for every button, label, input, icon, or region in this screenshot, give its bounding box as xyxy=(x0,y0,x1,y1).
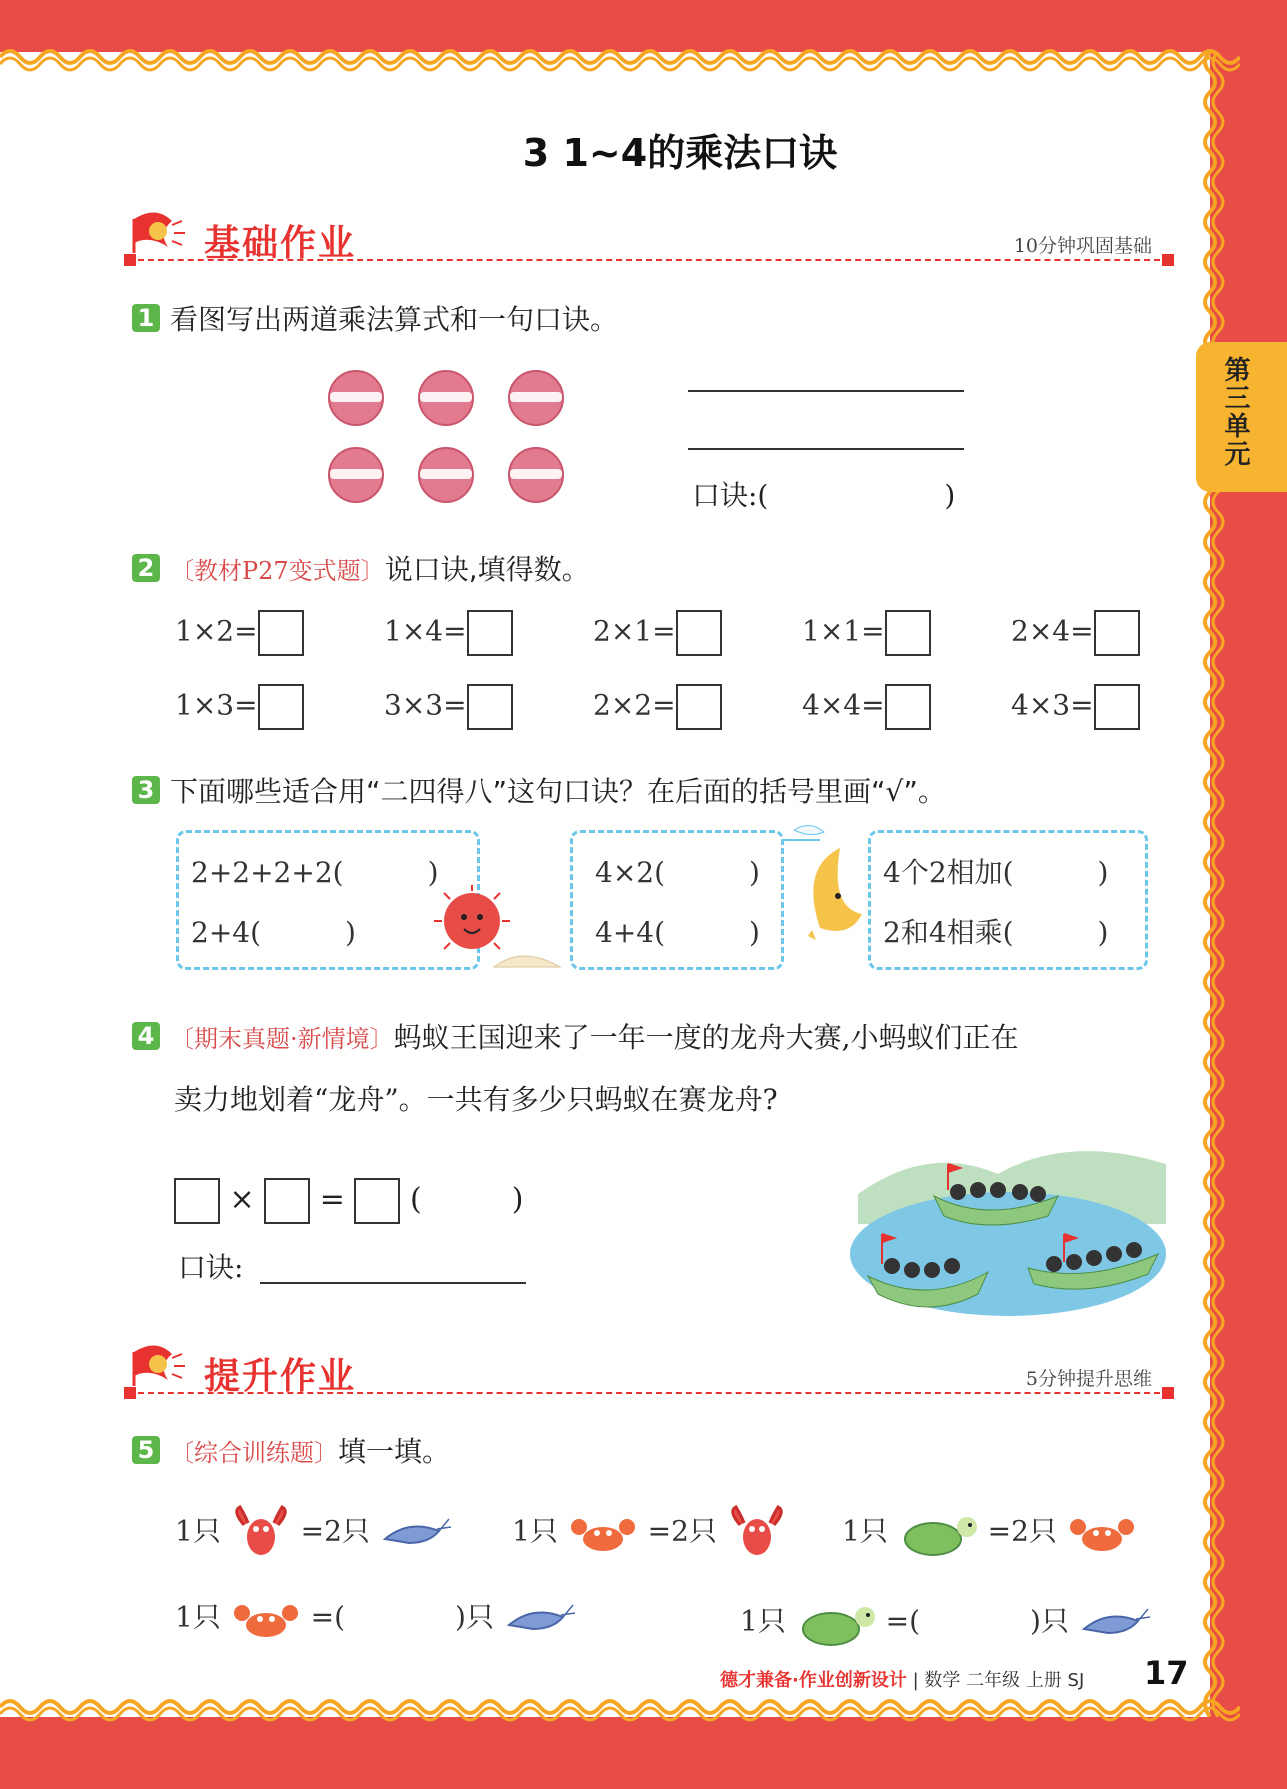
turtle-icon xyxy=(897,1505,979,1561)
lychee-fruits-illustration xyxy=(320,360,570,510)
q1-prompt xyxy=(132,298,618,338)
section-divider xyxy=(128,259,1170,261)
q5-eq-open: =( xyxy=(885,1604,921,1638)
flag-lamp-icon xyxy=(128,1342,188,1392)
q3-prompt xyxy=(132,770,946,810)
dragon-boat-ants-illustration xyxy=(848,1124,1170,1320)
q3-option[interactable]: 4+4( ) xyxy=(595,916,760,949)
answer-box[interactable] xyxy=(467,610,513,656)
bottom-wave-border xyxy=(0,1697,1240,1727)
answer-box[interactable] xyxy=(264,1178,310,1224)
q5-one-label: 1只 xyxy=(842,1514,888,1548)
answer-box[interactable] xyxy=(258,610,304,656)
answer-box[interactable] xyxy=(885,684,931,730)
q2-eq-2-5 xyxy=(1011,684,1140,730)
q5-one-label: 1只 xyxy=(740,1604,786,1638)
unit-tab-label: 第三单元 xyxy=(1220,356,1250,468)
turtle-icon xyxy=(795,1595,877,1651)
lobster-icon xyxy=(230,1505,292,1561)
answer-box[interactable] xyxy=(676,684,722,730)
q2-eq-1-3 xyxy=(593,610,722,656)
q1-text: 看图写出两道乘法算式和一句口诀。 xyxy=(170,303,619,336)
answer-line-2[interactable] xyxy=(688,448,964,450)
equation-text: 2×1= xyxy=(593,614,676,648)
q4-number: 4 xyxy=(132,1022,160,1050)
footer-info: 数学 二年级 上册 SJ xyxy=(924,1670,1085,1691)
q3-card-3 xyxy=(868,830,1148,970)
footer xyxy=(720,1666,1084,1692)
q4-tag: 〔期末真题·新情境〕 xyxy=(170,1025,394,1053)
answer-box[interactable] xyxy=(258,684,304,730)
q5-eq-label: =2只 xyxy=(647,1514,717,1548)
equation-text: 1×2= xyxy=(175,614,258,648)
answer-box[interactable] xyxy=(354,1178,400,1224)
q2-eq-2-1 xyxy=(175,684,304,730)
answer-box[interactable] xyxy=(174,1178,220,1224)
q5-eq-open: =( xyxy=(310,1600,346,1634)
q3-option[interactable]: 2+2+2+2( ) xyxy=(191,856,439,889)
basic-section-title: 基础作业 xyxy=(204,223,357,264)
q1-number: 1 xyxy=(132,304,160,332)
answer-box[interactable] xyxy=(885,610,931,656)
crab-icon xyxy=(567,1509,639,1557)
q4-prompt xyxy=(132,1016,1019,1056)
q5-row1-item3 xyxy=(842,1505,1138,1561)
top-wave-border xyxy=(0,42,1240,72)
q3-text: 下面哪些适合用“二四得八”这句口诀？在后面的括号里画“√”。 xyxy=(170,775,946,808)
q2-eq-1-5 xyxy=(1011,610,1140,656)
q3-option[interactable]: 4个2相加( ) xyxy=(883,856,1109,889)
lobster-icon xyxy=(726,1505,788,1561)
q2-number: 2 xyxy=(132,554,160,582)
q2-tag: 〔教材P27变式题〕 xyxy=(170,557,385,585)
q4-rhyme-label: 口诀: xyxy=(178,1251,244,1284)
q2-text: 说口诀,填得数。 xyxy=(384,553,590,586)
equation-text: 2×4= xyxy=(1011,614,1094,648)
q2-eq-1-2 xyxy=(384,610,513,656)
q5-close-label: )只 xyxy=(1030,1604,1069,1638)
footer-separator: | xyxy=(912,1670,925,1691)
moon-icon xyxy=(780,818,870,958)
q5-close-label: )只 xyxy=(455,1600,494,1634)
improve-section-title: 提升作业 xyxy=(204,1356,357,1397)
q5-text: 填一填。 xyxy=(338,1435,451,1468)
q4-text-line2: 卖力地划着“龙舟”。一共有多少只蚂蚁在赛龙舟? xyxy=(174,1083,778,1116)
shrimp-icon xyxy=(503,1599,575,1639)
equation-text: 1×1= xyxy=(802,614,885,648)
q1-rhyme xyxy=(692,474,955,514)
q4-rhyme xyxy=(178,1246,243,1286)
equation-text: 2×2= xyxy=(593,688,676,722)
sun-icon xyxy=(432,885,572,973)
basic-section-header xyxy=(128,205,1170,265)
q3-option[interactable]: 2+4( ) xyxy=(191,916,356,949)
flag-lamp-icon xyxy=(128,209,188,259)
section-line-dot-right xyxy=(1162,1387,1174,1399)
shrimp-icon xyxy=(1078,1603,1150,1643)
equation-text: 4×3= xyxy=(1011,688,1094,722)
footer-brand: 德才兼备·作业创新设计 xyxy=(720,1670,907,1691)
q5-prompt xyxy=(132,1430,450,1470)
answer-box[interactable] xyxy=(467,684,513,730)
q5-eq-label: =2只 xyxy=(300,1514,370,1548)
equation-text: 1×4= xyxy=(384,614,467,648)
unit-tab[interactable] xyxy=(1196,342,1287,492)
q3-card-2 xyxy=(570,830,784,970)
page-title: 3 1~4的乘法口诀 xyxy=(522,131,838,175)
q2-eq-1-4 xyxy=(802,610,931,656)
q3-option[interactable]: 2和4相乘( ) xyxy=(883,916,1109,949)
shrimp-icon xyxy=(379,1513,451,1553)
unit-paren[interactable]: ( ) xyxy=(410,1182,524,1217)
q4-rhyme-line[interactable] xyxy=(260,1282,526,1284)
q3-number: 3 xyxy=(132,776,160,804)
q3-option[interactable]: 4×2( ) xyxy=(595,856,760,889)
crab-icon xyxy=(230,1595,302,1643)
lychee-icon xyxy=(329,371,563,502)
q5-number: 5 xyxy=(132,1436,160,1464)
section-line-dot-right xyxy=(1162,254,1174,266)
basic-section-note: 10分钟巩固基础 xyxy=(1013,235,1152,257)
q5-row2-item1 xyxy=(175,1595,575,1643)
q2-prompt xyxy=(132,548,590,588)
section-divider xyxy=(128,1392,1170,1394)
q5-row1-item2 xyxy=(512,1505,788,1561)
equation-text: 1×3= xyxy=(175,688,258,722)
q4-equation xyxy=(174,1174,523,1224)
equation-text: 3×3= xyxy=(384,688,467,722)
q2-eq-1-1 xyxy=(175,610,304,656)
equals-sign: = xyxy=(319,1182,345,1217)
right-wave-border xyxy=(1196,52,1236,1717)
improve-section-header xyxy=(128,1338,1170,1398)
answer-box[interactable] xyxy=(1094,610,1140,656)
q5-row2-item2 xyxy=(740,1595,1150,1651)
q2-eq-2-3 xyxy=(593,684,722,730)
answer-box[interactable] xyxy=(1094,684,1140,730)
equation-text: 4×4= xyxy=(802,688,885,722)
improve-section-note: 5分钟提升思维 xyxy=(1025,1368,1152,1390)
times-sign: × xyxy=(229,1182,255,1217)
q5-one-label: 1只 xyxy=(175,1600,221,1634)
q5-one-label: 1只 xyxy=(175,1514,221,1548)
q4-text-line1: 蚂蚁王国迎来了一年一度的龙舟大赛,小蚂蚁们正在 xyxy=(393,1021,1019,1054)
q5-one-label: 1只 xyxy=(512,1514,558,1548)
q2-eq-2-2 xyxy=(384,684,513,730)
q1-rhyme-close: ) xyxy=(944,479,956,512)
answer-line-1[interactable] xyxy=(688,390,964,392)
q2-eq-2-4 xyxy=(802,684,931,730)
crab-icon xyxy=(1066,1509,1138,1557)
q5-eq-label: =2只 xyxy=(987,1514,1057,1548)
page-number: 17 xyxy=(1144,1654,1189,1692)
q5-tag: 〔综合训练题〕 xyxy=(170,1439,338,1467)
answer-box[interactable] xyxy=(676,610,722,656)
q1-rhyme-label: 口诀:( xyxy=(692,479,769,512)
q5-row1-item1 xyxy=(175,1505,451,1561)
